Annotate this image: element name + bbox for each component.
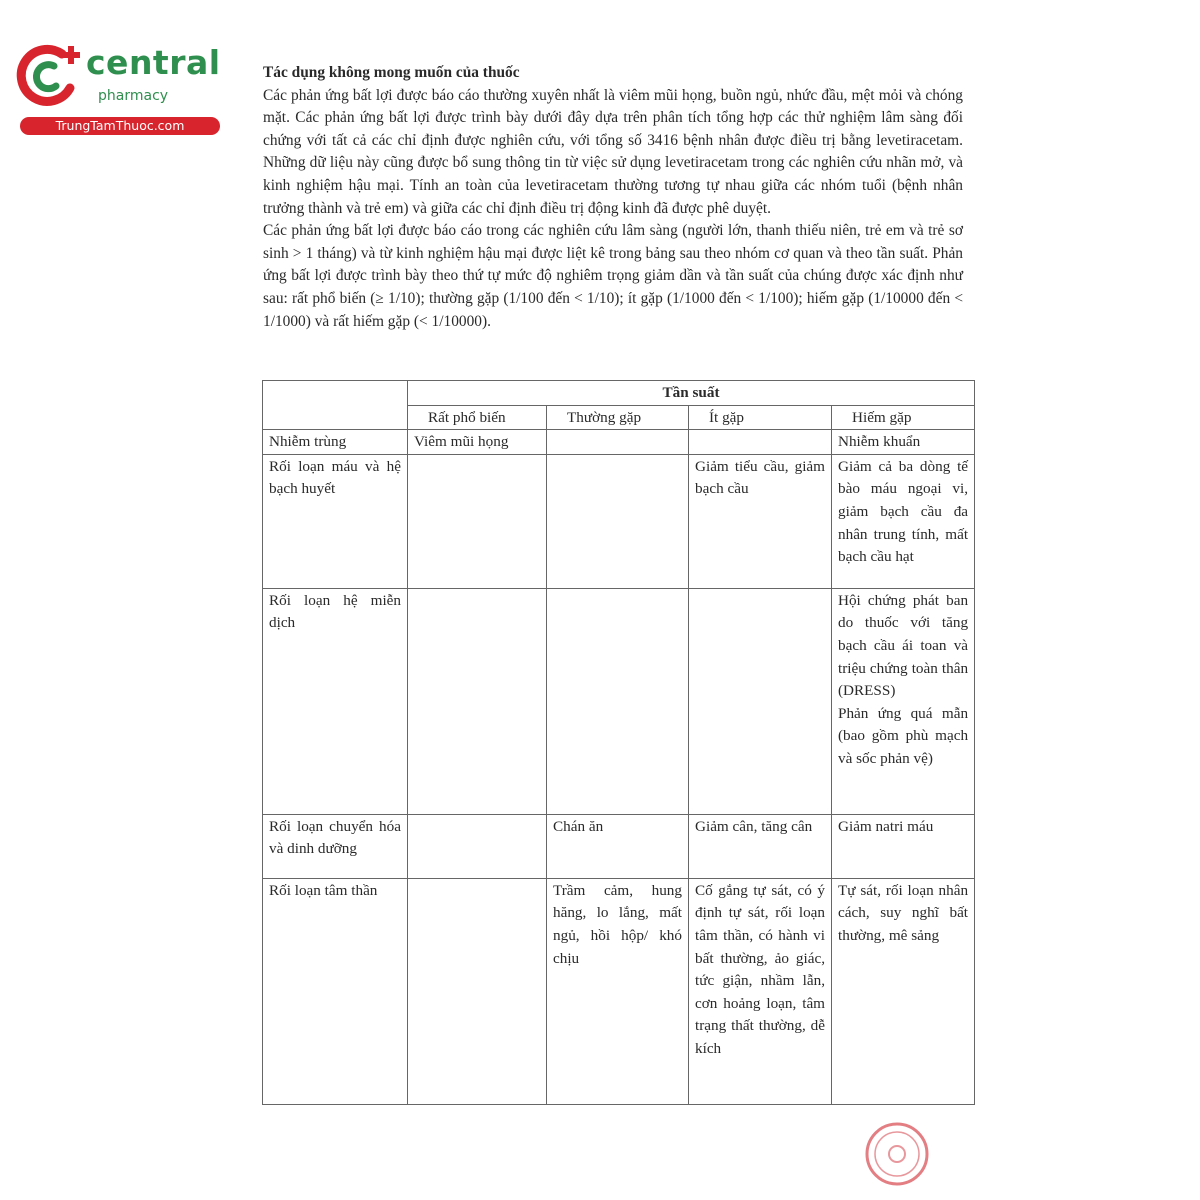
col-uncommon: Ít gặp bbox=[689, 405, 832, 430]
common-cell bbox=[547, 588, 689, 814]
central-pharmacy-logo-icon bbox=[10, 36, 90, 116]
document-body bbox=[263, 62, 963, 333]
common-cell bbox=[547, 454, 689, 588]
rare-cell: Nhiễm khuẩn bbox=[832, 430, 975, 455]
very-common-cell bbox=[408, 454, 547, 588]
uncommon-cell: Cố gắng tự sát, có ý định tự sát, rối loạn tâm thần, có hành vi bất thường, ảo giác, tức giận, nhầm lẫn, cơn hoảng loạn, tâm trạng thất thường, dễ kích bbox=[689, 878, 832, 1104]
rare-text-hypersensitivity: Phản ứng quá mẫn (bao gồm phù mạch và sốc phản vệ) bbox=[838, 704, 969, 767]
col-rare: Hiếm gặp bbox=[832, 405, 975, 430]
uncommon-cell bbox=[689, 430, 832, 455]
very-common-cell bbox=[408, 588, 547, 814]
col-common: Thường gặp bbox=[547, 405, 689, 430]
frequency-header: Tần suất bbox=[408, 381, 975, 406]
central-pharmacy-logo bbox=[10, 34, 221, 138]
table-row bbox=[263, 814, 975, 878]
brand-name: central bbox=[86, 43, 221, 82]
common-cell bbox=[547, 430, 689, 455]
col-very-common: Rất phổ biến bbox=[408, 405, 547, 430]
table-row bbox=[263, 430, 975, 455]
table-header-row bbox=[263, 381, 975, 406]
organ-cell: Rối loạn chuyển hóa và dinh dưỡng bbox=[263, 814, 408, 878]
red-stamp-icon bbox=[862, 1108, 932, 1200]
adverse-reactions-table bbox=[262, 380, 975, 1105]
organ-header-cell bbox=[263, 381, 408, 430]
uncommon-cell bbox=[689, 588, 832, 814]
rare-cell: Giảm natri máu bbox=[832, 814, 975, 878]
paragraph-intro: Các phản ứng bất lợi được báo cáo thường xuyên nhất là viêm mũi họng, buồn ngủ, nhức đầu, mệt mỏi và chóng mặt. Các phản ứng bất lợi được trình bày dưới đây dựa trên phân tích tổng hợp các thử nghiệm lâm sàng đối chứng với tất cả các chỉ định được nghiên cứu, với tổng số 3416 bệnh nhân được điều trị bằng levetiracetam. Những dữ liệu này cũng được bổ sung thông tin từ việc sử dụng levetiracetam trong các nghiên cứu nhãn mở, và kinh nghiệm hậu mại. Tính an toàn của levetiracetam thường tương tự nhau giữa các nhóm tuổi (bệnh nhân trưởng thành và trẻ em) và giữa các chỉ định điều trị động kinh đã được phê duyệt. bbox=[263, 86, 963, 217]
uncommon-cell: Giảm tiểu cầu, giảm bạch cầu bbox=[689, 454, 832, 588]
section-title: Tác dụng không mong muốn của thuốc bbox=[263, 64, 520, 81]
organ-cell: Rối loạn tâm thần bbox=[263, 878, 408, 1104]
paragraph-frequency: Các phản ứng bất lợi được báo cáo trong các nghiên cứu lâm sàng (người lớn, thanh thiếu niên, trẻ em và trẻ sơ sinh > 1 tháng) và từ kinh nghiệm hậu mại được liệt kê trong bảng sau theo nhóm cơ quan và theo tần suất. Phản ứng bất lợi được trình bày theo thứ tự mức độ nghiêm trọng giảm dần và tần suất của chúng được xác định như sau: rất phổ biến (≥ 1/10); thường gặp (1/100 đến < 1/10); ít gặp (1/1000 đến < 1/100); hiếm gặp (1/10000 đến < 1/1000) và rất hiếm gặp (< 1/10000). bbox=[263, 222, 963, 330]
rare-cell: Giảm cả ba dòng tế bào máu ngoại vi, giảm bạch cầu đa nhân trung tính, mất bạch cầu hạt bbox=[832, 454, 975, 588]
organ-cell: Nhiễm trùng bbox=[263, 430, 408, 455]
brand-subtitle: pharmacy bbox=[98, 88, 169, 104]
common-cell: Trầm cảm, hung hăng, lo lắng, mất ngủ, hồi hộp/ khó chịu bbox=[547, 878, 689, 1104]
very-common-cell bbox=[408, 878, 547, 1104]
very-common-cell bbox=[408, 814, 547, 878]
organ-cell: Rối loạn hệ miễn dịch bbox=[263, 588, 408, 814]
rare-text-dress: Hội chứng phát ban do thuốc với tăng bạch cầu ái toan và triệu chứng toàn thân (DRESS) bbox=[838, 591, 969, 700]
very-common-cell: Viêm mũi họng bbox=[408, 430, 547, 455]
rare-cell bbox=[832, 588, 975, 814]
website-badge: TrungTamThuoc.com bbox=[20, 117, 220, 135]
rare-cell: Tự sát, rối loạn nhân cách, suy nghĩ bất thường, mê sảng bbox=[832, 878, 975, 1104]
uncommon-cell: Giảm cân, tăng cân bbox=[689, 814, 832, 878]
organ-cell: Rối loạn máu và hệ bạch huyết bbox=[263, 454, 408, 588]
table-row bbox=[263, 878, 975, 1104]
table-row bbox=[263, 588, 975, 814]
table-row bbox=[263, 454, 975, 588]
common-cell: Chán ăn bbox=[547, 814, 689, 878]
